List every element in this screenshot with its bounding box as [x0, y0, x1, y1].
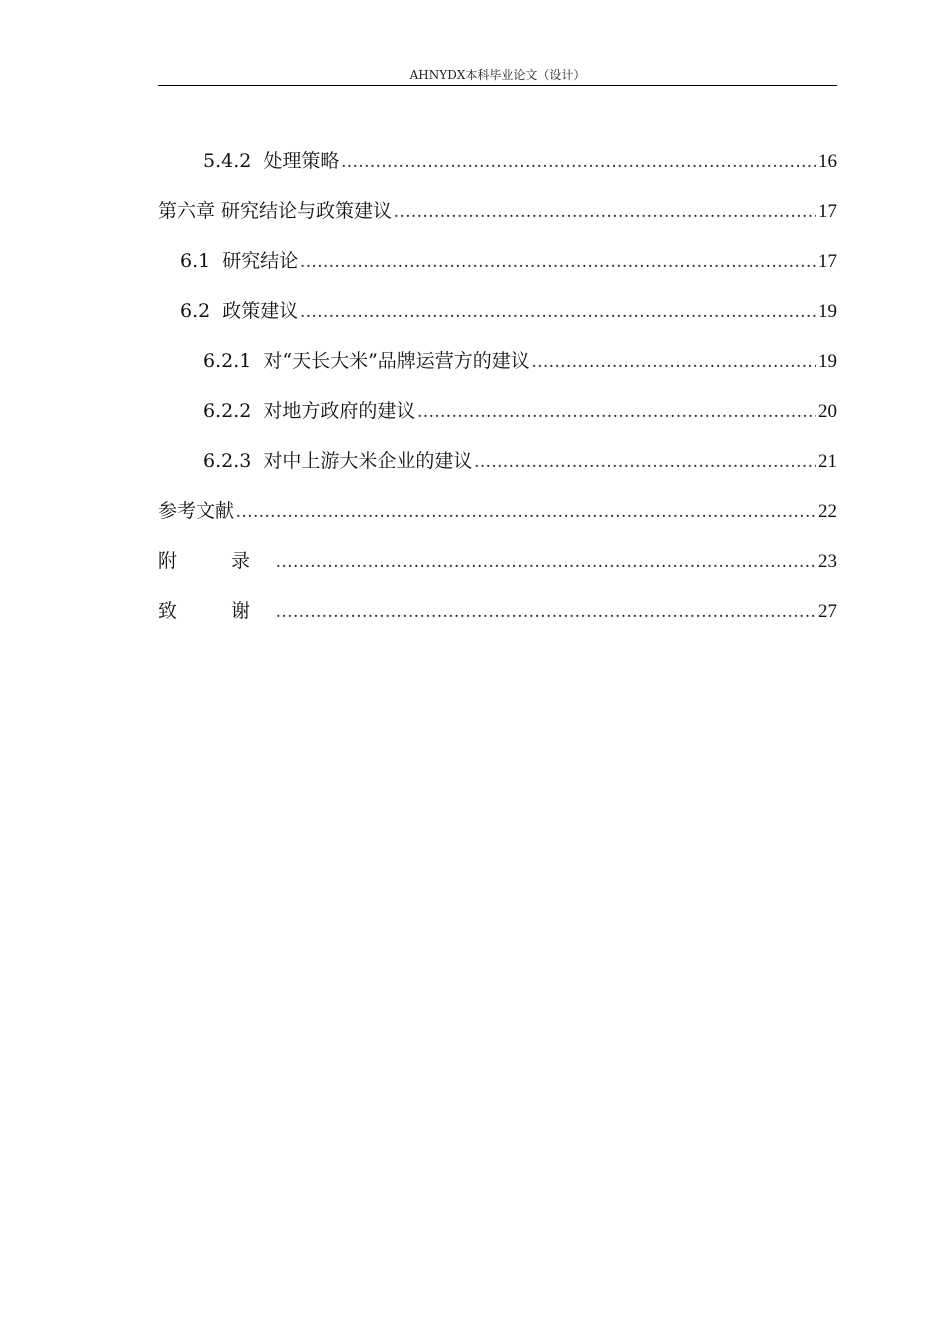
- toc-entry-page: 20: [818, 401, 837, 422]
- toc-leader-dots: [417, 399, 816, 425]
- toc-leader-dots: [276, 599, 816, 625]
- toc-entry[interactable]: [158, 498, 837, 548]
- toc-entry[interactable]: [158, 548, 837, 598]
- toc-entry-page: 17: [818, 251, 837, 272]
- toc-entry-title: 对中上游大米企业的建议: [263, 450, 473, 472]
- toc-entry-title: 对“天长大米”品牌运营方的建议: [263, 350, 530, 372]
- toc-entry-page: 19: [818, 351, 837, 372]
- toc-entry[interactable]: [158, 198, 837, 248]
- toc-entry[interactable]: [158, 298, 837, 348]
- toc-entry-number: 6.2.2: [203, 400, 252, 422]
- toc-entry-number: 6.2.1: [203, 350, 252, 372]
- toc-entry-title: 参考文献: [158, 500, 235, 522]
- toc-entry[interactable]: [158, 398, 837, 448]
- toc-leader-dots: [474, 449, 816, 475]
- toc-entry-title: 附 录: [158, 550, 275, 572]
- toc-entry-page: 17: [818, 201, 837, 222]
- toc-leader-dots: [300, 249, 816, 275]
- page-header: AHNYDX本科毕业论文（设计）: [409, 68, 586, 82]
- toc-leader-dots: [300, 299, 816, 325]
- toc-leader-dots: [532, 349, 816, 375]
- toc-entry[interactable]: [158, 598, 837, 648]
- toc-entry[interactable]: [158, 448, 837, 498]
- toc-leader-dots: [236, 499, 816, 525]
- toc-entry[interactable]: [158, 148, 837, 198]
- toc-entry-page: 21: [818, 451, 837, 472]
- toc-entry-title: 研究结论: [222, 250, 299, 272]
- toc-entry-number: 6.2.3: [203, 450, 252, 472]
- toc-entry-title: 对地方政府的建议: [263, 400, 416, 422]
- toc-entry-title: 致 谢: [158, 600, 275, 622]
- toc-entry-page: 19: [818, 301, 837, 322]
- toc-entry-number: 6.1: [180, 250, 211, 272]
- toc-entry[interactable]: [158, 248, 837, 298]
- toc-entry[interactable]: [158, 348, 837, 398]
- toc-entry-number: 5.4.2: [203, 150, 252, 172]
- toc-leader-dots: [341, 149, 816, 175]
- toc-entry-title: 处理策略: [263, 150, 340, 172]
- toc-entry-title: 政策建议: [222, 300, 299, 322]
- table-of-contents: [158, 148, 837, 648]
- toc-entry-number: 6.2: [180, 300, 211, 322]
- toc-entry-page: 23: [818, 551, 837, 572]
- toc-entry-page: 22: [818, 501, 837, 522]
- toc-leader-dots: [394, 199, 816, 225]
- toc-entry-page: 16: [818, 151, 837, 172]
- header-rule: [158, 85, 837, 86]
- toc-leader-dots: [276, 549, 816, 575]
- toc-entry-title: 第六章 研究结论与政策建议: [158, 200, 393, 222]
- toc-entry-page: 27: [818, 601, 837, 622]
